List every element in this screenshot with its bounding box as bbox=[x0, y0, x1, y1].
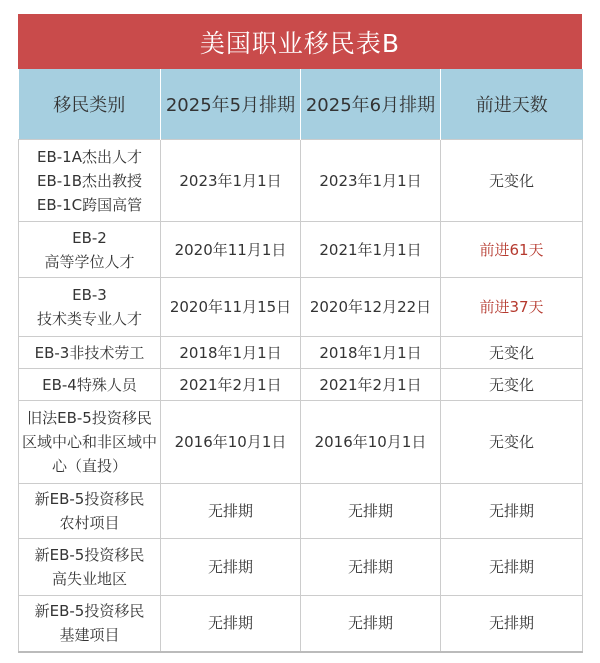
cell-may: 无排期 bbox=[161, 596, 301, 652]
table-row bbox=[19, 484, 583, 539]
cell-category bbox=[19, 401, 161, 484]
cell-may: 2021年2月1日 bbox=[161, 369, 301, 401]
cell-category bbox=[19, 222, 161, 278]
header-may: 2025年5月排期 bbox=[161, 69, 301, 140]
cell-june: 2021年1月1日 bbox=[301, 222, 441, 278]
header-change: 前进天数 bbox=[441, 69, 583, 140]
category-line: EB-1B杰出教授 bbox=[36, 171, 142, 190]
table-row bbox=[19, 369, 583, 401]
category-line: 区域中心和非区域中 bbox=[21, 433, 157, 451]
cell-june: 无排期 bbox=[301, 484, 441, 539]
header-row bbox=[19, 69, 583, 140]
cell-category bbox=[19, 140, 161, 222]
category-line: 旧法EB-5投资移民 bbox=[27, 409, 152, 427]
cell-june: 2023年1月1日 bbox=[301, 140, 441, 222]
cell-may: 2016年10月1日 bbox=[161, 401, 301, 484]
cell-may: 无排期 bbox=[161, 539, 301, 596]
table-row bbox=[19, 222, 583, 278]
table-row bbox=[19, 140, 583, 222]
cell-category bbox=[19, 278, 161, 337]
visa-table bbox=[18, 69, 583, 653]
category-line: 基建项目 bbox=[59, 626, 120, 645]
category-line: 高失业地区 bbox=[51, 570, 127, 588]
category-line: EB-1C跨国高管 bbox=[36, 195, 143, 214]
cell-june: 无排期 bbox=[301, 539, 441, 596]
category-line: 技术类专业人才 bbox=[36, 310, 142, 328]
visa-bulletin-card bbox=[18, 14, 582, 653]
category-line: EB-3非技术劳工 bbox=[34, 343, 145, 362]
category-line: 农村项目 bbox=[59, 514, 120, 532]
table-row bbox=[19, 401, 583, 484]
category-line: EB-3 bbox=[72, 286, 107, 304]
table-row bbox=[19, 337, 583, 369]
cell-change: 无排期 bbox=[441, 539, 583, 596]
cell-change: 前进37天 bbox=[441, 278, 583, 337]
category-line: 新EB-5投资移民 bbox=[34, 546, 145, 564]
cell-change: 无变化 bbox=[441, 337, 583, 369]
category-line: 心（直投） bbox=[51, 457, 127, 475]
cell-june: 无排期 bbox=[301, 596, 441, 652]
category-line: EB-4特殊人员 bbox=[42, 375, 137, 394]
cell-may: 无排期 bbox=[161, 484, 301, 539]
category-line: EB-2 bbox=[72, 228, 107, 247]
cell-change: 无变化 bbox=[441, 369, 583, 401]
table-row bbox=[19, 539, 583, 596]
cell-june: 2018年1月1日 bbox=[301, 337, 441, 369]
cell-june: 2016年10月1日 bbox=[301, 401, 441, 484]
cell-change: 无变化 bbox=[441, 401, 583, 484]
cell-change: 无排期 bbox=[441, 484, 583, 539]
cell-june: 2020年12月22日 bbox=[301, 278, 441, 337]
cell-category bbox=[19, 337, 161, 369]
cell-category bbox=[19, 596, 161, 652]
cell-may: 2018年1月1日 bbox=[161, 337, 301, 369]
cell-june: 2021年2月1日 bbox=[301, 369, 441, 401]
table-title: 美国职业移民表B bbox=[18, 14, 582, 69]
category-line: EB-1A杰出人才 bbox=[37, 147, 142, 166]
cell-change: 前进61天 bbox=[441, 222, 583, 278]
cell-may: 2020年11月15日 bbox=[161, 278, 301, 337]
category-line: 新EB-5投资移民 bbox=[34, 602, 145, 621]
cell-category bbox=[19, 539, 161, 596]
cell-category bbox=[19, 369, 161, 401]
cell-may: 2023年1月1日 bbox=[161, 140, 301, 222]
cell-change: 无排期 bbox=[441, 596, 583, 652]
table-row bbox=[19, 596, 583, 652]
category-line: 高等学位人才 bbox=[44, 252, 135, 271]
table-row bbox=[19, 278, 583, 337]
header-june: 2025年6月排期 bbox=[301, 69, 441, 140]
cell-change: 无变化 bbox=[441, 140, 583, 222]
cell-category bbox=[19, 484, 161, 539]
cell-may: 2020年11月1日 bbox=[161, 222, 301, 278]
header-category: 移民类别 bbox=[19, 69, 161, 140]
category-line: 新EB-5投资移民 bbox=[34, 490, 145, 508]
